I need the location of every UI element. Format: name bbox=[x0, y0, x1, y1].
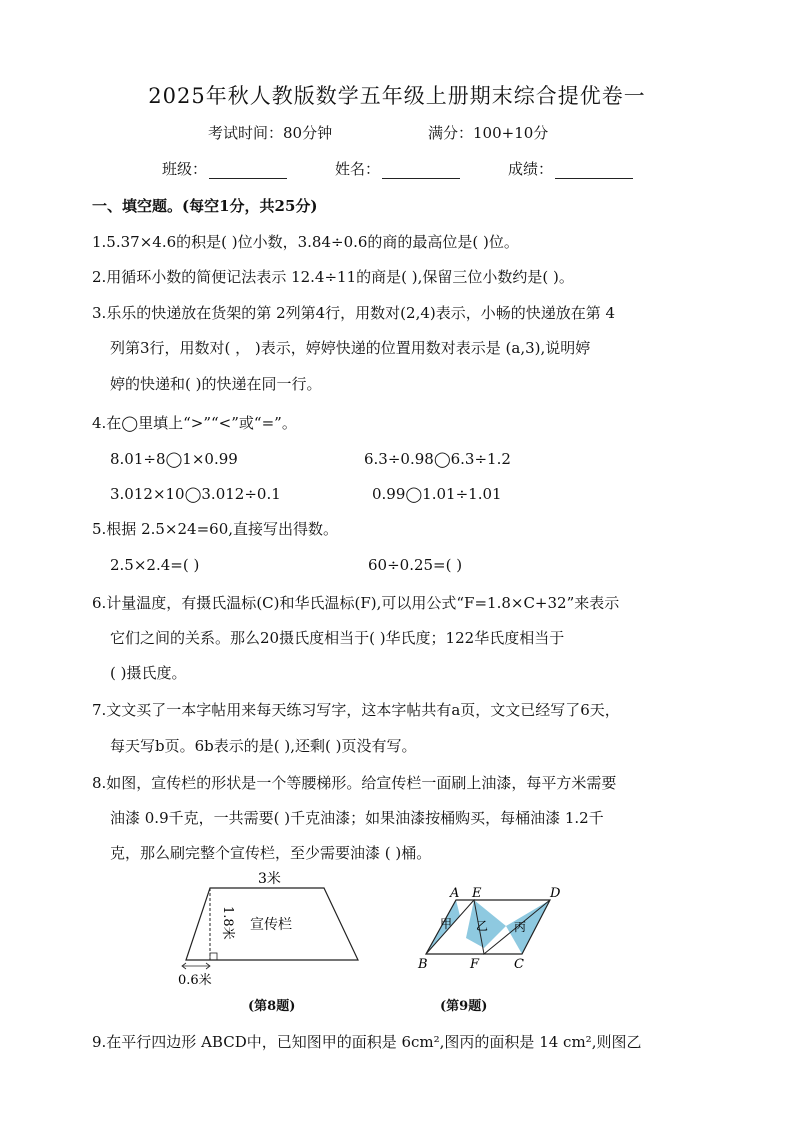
grade-blank[interactable] bbox=[555, 160, 633, 179]
section-title: 一、填空题。(每空1分，共25分) bbox=[92, 197, 318, 215]
label-region-jia: 甲 bbox=[440, 917, 453, 931]
question-6-line-2: 它们之间的关系。那么20摄氏度相当于( )华氏度；122华氏度相当于 bbox=[110, 629, 565, 647]
fig8-bottom-label: 0.6米 bbox=[178, 973, 212, 988]
question-5-item-b: 60÷0.25=( ) bbox=[368, 556, 463, 574]
name-field bbox=[335, 158, 460, 179]
label-point-c: C bbox=[514, 957, 524, 972]
region-bing bbox=[506, 900, 550, 954]
label-point-b: B bbox=[418, 957, 428, 972]
question-7-line-2: 每天写b页。6b表示的是( ),还剩( )页没有写。 bbox=[110, 737, 417, 755]
question-3-line-1: 3.乐乐的快递放在货架的第 2列第4行，用数对(2,4)表示，小畅的快递放在第 4 bbox=[92, 304, 616, 322]
question-6-line-1: 6.计量温度，有摄氏温标(C)和华氏温标(F),可以用公式“F=1.8×C+32”来表示 bbox=[92, 594, 620, 612]
figure-8-caption: (第8题) bbox=[248, 999, 296, 1014]
question-5-item-a: 2.5×2.4=( ) bbox=[110, 556, 200, 574]
figure-8-trapezoid bbox=[170, 866, 370, 991]
label-point-f: F bbox=[470, 957, 480, 972]
fig8-inner-label: 宣传栏 bbox=[250, 917, 292, 933]
figure-9-parallelogram bbox=[410, 886, 570, 976]
fig8-top-label: 3米 bbox=[258, 871, 281, 887]
question-1: 1.5.37×4.6的积是( )位小数，3.84÷0.6的商的最高位是( )位。 bbox=[92, 233, 519, 251]
grade-field bbox=[508, 158, 633, 179]
figure-9-caption: (第9题) bbox=[440, 999, 488, 1014]
label-point-a: A bbox=[450, 886, 460, 901]
question-6-line-3: ( )摄氏度。 bbox=[110, 664, 187, 682]
question-2: 2.用循环小数的简便记法表示 12.4÷11的商是( ),保留三位小数约是( )。 bbox=[92, 268, 574, 286]
grade-label: 成绩： bbox=[508, 160, 554, 178]
question-9-line-1: 9.在平行四边形 ABCD中，已知图甲的面积是 6cm²,图丙的面积是 14 cm²,则图乙 bbox=[92, 1033, 642, 1051]
exam-time: 考试时间：80分钟 bbox=[208, 124, 333, 142]
question-5: 5.根据 2.5×24=60,直接写出得数。 bbox=[92, 520, 339, 538]
label-region-bing: 丙 bbox=[514, 920, 527, 934]
name-blank[interactable] bbox=[382, 160, 460, 179]
right-angle-mark bbox=[210, 953, 217, 960]
question-8-line-2: 油漆 0.9千克，一共需要( )千克油漆；如果油漆按桶购买，每桶油漆 1.2千 bbox=[110, 809, 604, 827]
page-title: 2025年秋人教版数学五年级上册期末综合提优卷一 bbox=[148, 84, 646, 108]
question-8-line-3: 克，那么刷完整个宣传栏，至少需要油漆 ( )桶。 bbox=[110, 844, 432, 862]
label-point-e: E bbox=[472, 886, 482, 901]
class-label: 班级： bbox=[162, 160, 208, 178]
question-4-item-d: 0.99◯1.01÷1.01 bbox=[372, 485, 502, 503]
class-field bbox=[162, 158, 287, 179]
question-4-item-a: 8.01÷8◯1×0.99 bbox=[110, 450, 238, 468]
question-8-line-1: 8.如图，宣传栏的形状是一个等腰梯形。给宣传栏一面刷上油漆，每平方米需要 bbox=[92, 774, 617, 792]
question-7-line-1: 7.文文买了一本字帖用来每天练习写字，这本字帖共有a页，文文已经写了6天， bbox=[92, 701, 620, 719]
question-4-item-b: 6.3÷0.98◯6.3÷1.2 bbox=[364, 450, 511, 468]
question-3-line-2: 列第3行，用数对( ， )表示，婷婷快递的位置用数对表示是 (a,3),说明婷 bbox=[110, 339, 591, 357]
fig8-height-label: 1.8米 bbox=[220, 906, 235, 940]
label-region-yi: 乙 bbox=[476, 919, 489, 933]
name-label: 姓名： bbox=[335, 160, 381, 178]
class-blank[interactable] bbox=[209, 160, 287, 179]
exam-score: 满分：100+10分 bbox=[428, 124, 549, 142]
label-point-d: D bbox=[550, 886, 561, 901]
question-4-item-c: 3.012×10◯3.012÷0.1 bbox=[110, 485, 281, 503]
question-3-line-3: 婷的快递和( )的快递在同一行。 bbox=[110, 375, 322, 393]
question-4: 4.在◯里填上“>”“<”或“=”。 bbox=[92, 414, 297, 432]
